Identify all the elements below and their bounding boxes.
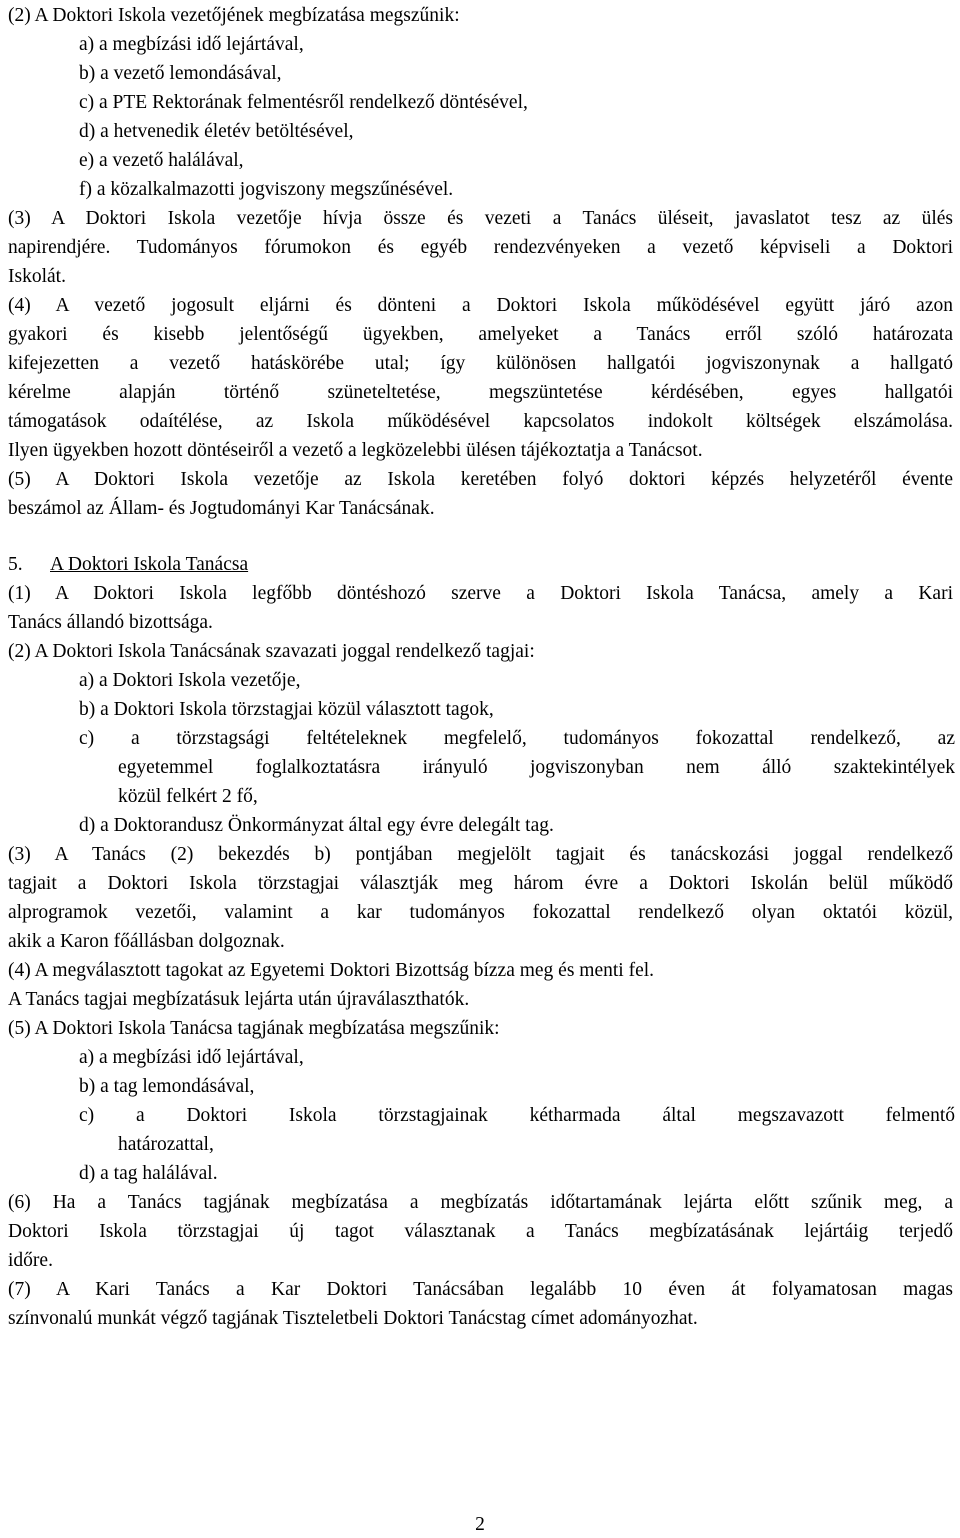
section-heading: A Doktori Iskola Tanácsa [50,554,249,575]
paragraph-3-line: napirendjére. Tudományos fórumokon és egyéb rendezvényeken a vezető képviseli a Doktori [8,237,953,258]
list-item: a) a megbízási idő lejártával, [79,1047,304,1068]
section-5-paragraph-2-intro: (2) A Doktori Iskola Tanácsának szavazati joggal rendelkező tagjai: [8,641,535,662]
list-item: f) a közalkalmazotti jogviszony megszűnésével. [79,179,454,200]
section-5-paragraph-4: A Tanács tagjai megbízatásuk lejárta után újraválaszthatók. [8,989,470,1010]
list-item: c) a törzstagsági feltételeknek megfelelő, tudományos fokozattal rendelkező, az [79,728,955,749]
list-item: d) a tag halálával. [79,1163,218,1184]
paragraph-5-line: beszámol az Állam- és Jogtudományi Kar Tanácsának. [8,498,435,519]
paragraph-2-intro: (2) A Doktori Iskola vezetőjének megbízatása megszűnik: [8,5,460,26]
section-5-paragraph-3: akik a Karon főállásban dolgoznak. [8,931,285,952]
section-5-paragraph-7: (7) A Kari Tanács a Kar Doktori Tanácsában legalább 10 éven át folyamatosan magas [8,1279,953,1300]
paragraph-4-line: támogatások odaítélése, az Iskola működésével kapcsolatos indokolt költségek elszámolása. [8,411,953,432]
section-5-paragraph-6: (6) Ha a Tanács tagjának megbízatása a megbízatás időtartamának lejárta előtt szűnik meg, a [8,1192,953,1213]
section-5-paragraph-7: színvonalú munkát végző tagjának Tiszteletbeli Doktori Tanácstag címet adományozhat. [8,1308,698,1329]
section-5-paragraph-6: időre. [8,1250,53,1271]
paragraph-3-line: (3) A Doktori Iskola vezetője hívja össze és vezeti a Tanács üléseit, javaslatot tesz az ülés [8,208,953,229]
list-item-continuation: egyetemmel foglalkoztatásra irányuló jogviszonyban nem álló szaktekintélyek [118,757,955,778]
section-5-paragraph-5-intro: (5) A Doktori Iskola Tanácsa tagjának megbízatása megszűnik: [8,1018,500,1039]
list-item-continuation: határozattal, [118,1134,214,1155]
section-5-paragraph-3: (3) A Tanács (2) bekezdés b) pontjában megjelölt tagjait és tanácskozási joggal rendelkező [8,844,953,865]
section-number: 5. [8,554,23,575]
paragraph-4-line: kifejezetten a vezető hatáskörébe utal; így különösen hallgatói jogviszonynak a hallgató [8,353,953,374]
list-item: d) a Doktorandusz Önkormányzat által egy évre delegált tag. [79,815,554,836]
paragraph-5-line: (5) A Doktori Iskola vezetője az Iskola keretében folyó doktori képzés helyzetéről évente [8,469,953,490]
list-item: b) a vezető lemondásával, [79,63,282,84]
section-5-paragraph-1: Tanács állandó bizottsága. [8,612,213,633]
list-item: d) a hetvenedik életév betöltésével, [79,121,354,142]
section-5-paragraph-6: Doktori Iskola törzstagjai új tagot választanak a Tanács megbízatásának lejártáig terjedő [8,1221,953,1242]
list-item-continuation: közül felkért 2 fő, [118,786,258,807]
list-item: c) a PTE Rektorának felmentésről rendelkező döntésével, [79,92,528,113]
section-5-paragraph-3: tagjait a Doktori Iskola törzstagjai választják meg három évre a Doktori Iskolán belül működő [8,873,953,894]
page-number: 2 [475,1514,485,1535]
paragraph-3-line: Iskolát. [8,266,66,287]
list-item: e) a vezető halálával, [79,150,244,171]
paragraph-4-line: (4) A vezető jogosult eljárni és dönteni a Doktori Iskola működésével együtt járó azon [8,295,953,316]
section-5-paragraph-3: alprogramok vezetői, valamint a kar tudományos fokozattal rendelkező olyan oktatói közül, [8,902,953,923]
paragraph-4-line: kérelme alapján történő szüneteltetése, megszüntetése kérdésében, egyes hallgatói [8,382,953,403]
section-5-paragraph-1: (1) A Doktori Iskola legfőbb döntéshozó szerve a Doktori Iskola Tanácsa, amely a Kari [8,583,953,604]
list-item: b) a tag lemondásával, [79,1076,255,1097]
paragraph-4-line: Ilyen ügyekben hozott döntéseiről a vezető a legközelebbi ülésen tájékoztatja a Tanácsot. [8,440,703,461]
list-item: c) a Doktori Iskola törzstagjainak kétharmada által megszavazott felmentő [79,1105,955,1126]
list-item: a) a Doktori Iskola vezetője, [79,670,301,691]
list-item: b) a Doktori Iskola törzstagjai közül választott tagok, [79,699,494,720]
section-5-paragraph-4: (4) A megválasztott tagokat az Egyetemi Doktori Bizottság bízza meg és menti fel. [8,960,655,981]
paragraph-4-line: gyakori és kisebb jelentőségű ügyekben, amelyeket a Tanács erről szóló határozata [8,324,953,345]
list-item: a) a megbízási idő lejártával, [79,34,304,55]
